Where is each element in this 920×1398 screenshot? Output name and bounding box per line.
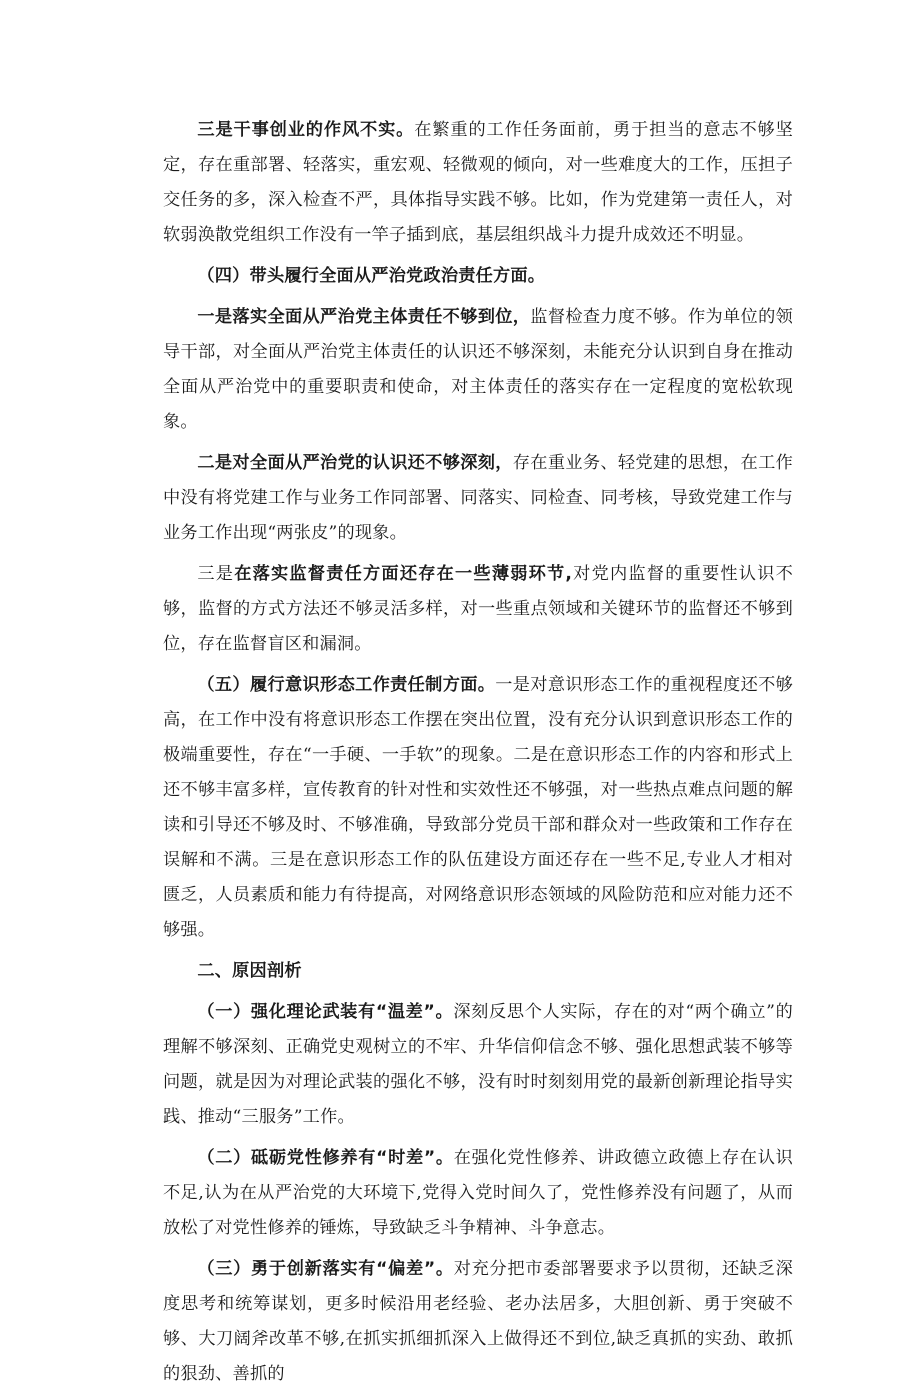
paragraph-lead: （五）履行意识形态工作责任制方面。 [197,675,496,695]
paragraph-responsibility-1 [163,300,793,440]
paragraph-text: 对党内监督的重要性认识不够，监督的方式方法还不够灵活多样，对一些重点领域和关键环节的监督还不够到位，存在监督盲区和漏洞。 [163,564,793,654]
paragraph-lead: 一是落实全面从严治党主体责任不够到位， [197,307,531,327]
paragraph-lead: （三）勇于创新落实有“偏差”。 [197,1259,454,1279]
paragraph-cause-1 [163,995,793,1135]
document-body [163,113,793,1398]
paragraph-text: 在强化党性修养、讲政德立政德上存在认识不足,认为在从严治党的大环境下,党得入党时间久了，党性修养没有问题了，从而放松了对党性修养的锤炼，导致缺乏斗争精神、斗争意志。 [163,1148,793,1238]
paragraph-text: 深刻反思个人实际，存在的对“两个确立”的理解不够深刻、正确党史观树立的不牢、升华信仰信念不够、强化思想武装不够等问题，就是因为对理论武装的强化不够，没有时时刻刻用党的最新创新理论指导实践、推动“三服务”工作。 [163,1002,794,1127]
paragraph-text: 在繁重的工作任务面前，勇于担当的意志不够坚定，存在重部署、轻落实，重宏观、轻微观的倾向，对一些难度大的工作，压担子交任务的多，深入检查不严，具体指导实践不够。比如，作为党建第一责任人，对软弱涣散党组织工作没有一竿子插到底，基层组织战斗力提升成效还不明显。 [163,120,794,245]
section-heading-text: （四）带头履行全面从严治党政治责任方面。 [197,266,546,286]
paragraph-cause-3 [163,1252,793,1392]
section-heading-text: 二、原因剖析 [197,961,302,981]
paragraph-lead: 二是对全面从严治党的认识还不够深刻， [197,453,513,473]
paragraph-responsibility-3 [163,557,793,662]
paragraph-lead: （一）强化理论武装有“温差”。 [197,1002,454,1022]
paragraph-text: 监督检查力度不够。作为单位的领导干部，对全面从严治党主体责任的认识还不够深刻，未能充分认识到自身在推动全面从严治党中的重要职责和使命，对主体责任的落实存在一定程度的宽松软现象。 [163,307,793,432]
section-heading-cause-analysis [163,954,793,989]
paragraph-lead: 在落实监督责任方面还存在一些薄弱环节, [234,564,573,584]
paragraph-text: 一是对意识形态工作的重视程度还不够高，在工作中没有将意识形态工作摆在突出位置，没有充分认识到意识形态工作的极端重要性，存在“一手硬、一手软”的现象。二是在意识形态工作的内容和形式上还不够丰富多样，宣传教育的针对性和实效性还不够强，对一些热点难点问题的解读和引导还不够及时、不够准确，导致部分党员干部和群众对一些政策和工作存在误解和不满。三是在意识形态工作的队伍建设方面还存在一些不足,专业人才相对匮乏，人员素质和能力有待提高，对网络意识形态领域的风险防范和应对能力还不够强。 [163,675,793,940]
paragraph-work-style [163,113,793,253]
section-heading-4 [163,259,793,294]
paragraph-text: 存在重业务、轻党建的思想，在工作中没有将党建工作与业务工作同部署、同落实、同检查、同考核，导致党建工作与业务工作出现“两张皮”的现象。 [163,453,793,543]
paragraph-text: 对充分把市委部署要求予以贯彻，还缺乏深度思考和统筹谋划，更多时候沿用老经验、老办法居多，大胆创新、勇于突破不够、大刀阔斧改革不够,在抓实抓细抓深入上做得还不到位,缺乏真抓的实劲、敢抓的狠劲、善抓的 [163,1259,793,1384]
paragraph-responsibility-2 [163,446,793,551]
paragraph-cause-2 [163,1141,793,1246]
paragraph-ideology [163,668,793,948]
paragraph-lead: 三是干事创业的作风不实。 [197,120,415,140]
paragraph-lead: （二）砥砺党性修养有“时差”。 [197,1148,454,1168]
paragraph-prefix: 三是 [197,564,235,584]
